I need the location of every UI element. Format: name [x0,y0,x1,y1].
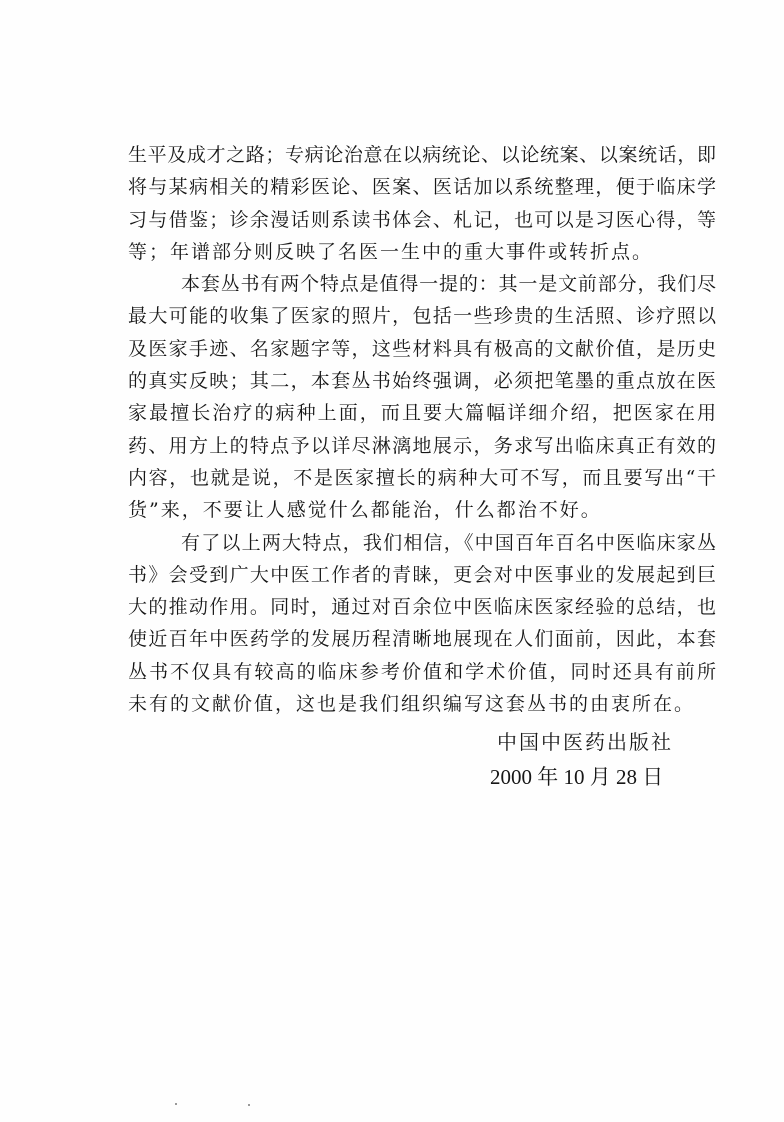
text-line: 等；年谱部分则反映了名医一生中的重大事件或转折点。 [128,240,654,263]
text-line: 未有的文献价值，这也是我们组织编写这套丛书的由衷所在。 [128,693,696,716]
text-line: 生平及成才之路；专病论治意在以病统论、以论统案、以案统话，即 [128,144,716,166]
body-text [128,139,716,720]
text-line: 的真实反映；其二，本套丛书始终强调，必须把笔墨的重点放在医 [128,370,716,393]
text-line: 习与借鉴；诊余漫话则系读书体会、札记，也可以是习医心得，等 [128,208,716,231]
text-line: 货”来，不要让人感觉什么都能治，什么都治不好。 [128,499,602,522]
text-line: 内容，也就是说，不是医家擅长的病种大可不写，而且要写出“干 [128,466,716,489]
signature-date: 2000 年 10 月 28 日 [490,765,664,789]
text-line: 使近百年中医药学的发展历程清晰地展现在人们面前，因此，本套 [128,628,716,651]
text-line: 丛书不仅具有较高的临床参考价值和学术价值，同时还具有前所 [128,660,716,683]
text-line: 最大可能的收集了医家的照片，包括一些珍贵的生活照、诊疗照以 [128,305,716,328]
scan-speck [248,1104,250,1106]
text-line: 将与某病相关的精彩医论、医案、医话加以系统整理，便于临床学 [128,176,716,199]
text-line: 及医家手迹、名家题字等，这些材料具有极高的文献价值，是历史 [128,337,716,360]
text-line: 大的推动作用。同时，通过对百余位中医临床医家经验的总结，也 [128,596,716,619]
publisher-signature: 中国中医药出版社 [497,730,673,754]
text-line: 本套丛书有两个特点是值得一提的：其一是文前部分，我们尽 [181,273,716,296]
text-line: 药、用方上的特点予以详尽淋漓地展示，务求写出临床真正有效的 [128,434,716,457]
scan-speck [175,1103,177,1105]
text-line: 家最擅长治疗的病种上面，而且要大篇幅详细介绍，把医家在用 [128,402,716,425]
text-line: 有了以上两大特点，我们相信，《中国百年百名中医临床家丛 [181,531,716,554]
text-line: 书》会受到广大中医工作者的青睐，更会对中医事业的发展起到巨 [128,563,716,586]
